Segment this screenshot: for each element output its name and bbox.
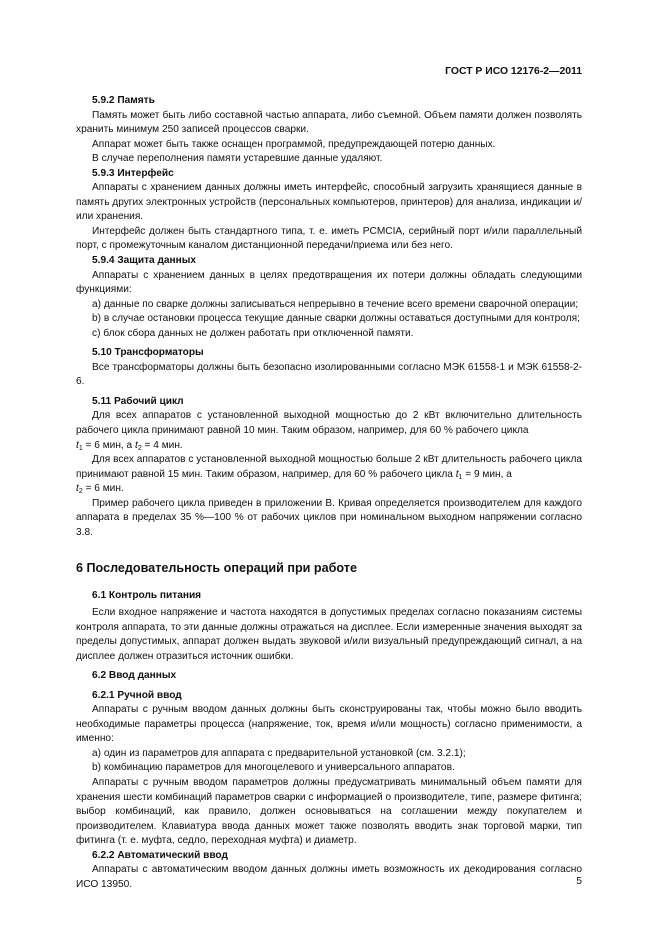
paragraph-duty-cycle-1 bbox=[76, 409, 582, 453]
list-item: b) комбинацию параметров для многоцелевого и универсального аппаратов. bbox=[92, 762, 455, 774]
var-t: t bbox=[76, 483, 79, 495]
page-content bbox=[76, 94, 582, 892]
paragraph: Аппараты с ручным вводом данных должны быть сконструированы так, чтобы можно было вводить необходимые параметры процесса (напряжение, ток, время и/или мощность) согласно применимости, а именно: bbox=[76, 704, 582, 745]
text: = 6 мин. bbox=[82, 483, 124, 495]
var-t: t bbox=[76, 439, 79, 451]
paragraph: Пример рабочего цикла приведен в приложении В. Кривая определяется производителем для каждого аппарата в пределах 35 %—100 % от рабочих циклов при номинальном выходном напряжении согласно 3.8. bbox=[76, 497, 582, 538]
heading-5-11: 5.11 Рабочий цикл bbox=[92, 395, 184, 407]
var-t: t bbox=[455, 468, 459, 480]
paragraph: Аппараты с автоматическим вводом данных должны иметь возможность их декодирования согласно ИСО 13950. bbox=[76, 864, 582, 890]
paragraph: Аппараты с хранением данных в целях предотвращения их потери должны обладать следующими функциями: bbox=[76, 269, 582, 296]
paragraph: Аппараты с ручным вводом параметров должны предусматривать минимальный объем памяти для хранения шести комбинаций параметров сварки с информацией о производителе, типе, размере фитинга; выбор комбинаций, как правило, должен основываться на соглашении между покупателем и производителем. Клавиатура ввода данных может также позволять вводить знак торговой марки, тип фитинга (т. е. муфта, седло, переходная муфта) и диаметр. bbox=[76, 776, 582, 847]
paragraph: Аппараты с хранением данных должны иметь интерфейс, способный загрузить хранящиеся данные в память других электронных устройств (персональных компьютеров, принтеров) для анализа, индикации и/или хранения. bbox=[76, 182, 582, 223]
heading-6: 6 Последовательность операций при работе bbox=[76, 561, 357, 576]
text: Для всех аппаратов с установленной выходной мощностью до 2 кВт включительно длительность рабочего цикла принимают равной 10 мин. Таким образом, например, для 60 % рабочего цикла bbox=[76, 410, 582, 437]
paragraph: Все трансформаторы должны быть безопасно изолированными согласно МЭК 61558-1 и МЭК 61558-2-6. bbox=[76, 361, 582, 388]
heading-6-2-2: 6.2.2 Автоматический ввод bbox=[92, 849, 228, 861]
subscript: 1 bbox=[78, 444, 83, 452]
heading-5-9-4: 5.9.4 Защита данных bbox=[92, 255, 197, 267]
heading-6-2: 6.2 Ввод данных bbox=[92, 670, 177, 682]
var-t: t bbox=[135, 439, 138, 451]
document-header: ГОСТ Р ИСО 12176-2—2011 bbox=[445, 66, 582, 77]
heading-5-9-2: 5.9.2 Память bbox=[92, 95, 155, 106]
list-item: a) один из параметров для аппарата с предварительной установкой (см. 3.2.1); bbox=[92, 747, 466, 759]
subscript: 2 bbox=[78, 488, 83, 496]
heading-5-9-3: 5.9.3 Интерфейс bbox=[92, 167, 174, 179]
paragraph: Аппарат может быть также оснащен программой, предупреждающей потерю данных. bbox=[92, 138, 496, 150]
text: = 6 мин, а bbox=[82, 439, 135, 451]
subscript: 2 bbox=[137, 444, 142, 452]
paragraph: В случае переполнения памяти устаревшие данные удаляют. bbox=[92, 153, 383, 165]
list-item: b) в случае остановки процесса текущие данные сварки должны оставаться доступными для контроля; bbox=[92, 313, 580, 325]
page-number: 5 bbox=[576, 876, 582, 887]
paragraph: Интерфейс должен быть стандартного типа, т. е. иметь PCMCIA, серийный порт и/или параллельный порт, с промежуточным каналом дистанционной передачи/приема или без него. bbox=[76, 225, 582, 252]
text: Для всех аппаратов с установленной выходной мощностью больше 2 кВт длительность рабочего цикла принимают равной 15 мин. Таким образом, например, для 60 % рабочего цикла bbox=[76, 454, 582, 480]
heading-6-1: 6.1 Контроль питания bbox=[92, 590, 202, 602]
list-item: c) блок сбора данных не должен работать при отключенной памяти. bbox=[92, 327, 414, 339]
list-item: a) данные по сварке должны записываться непрерывно в течение всего времени сварочной операции; bbox=[92, 298, 579, 310]
text: = 4 мин. bbox=[141, 439, 183, 451]
text: = 9 мин, а bbox=[462, 468, 512, 480]
paragraph: Если входное напряжение и частота находятся в допустимых пределах согласно показаниям системы контроля аппарата, то эти данные должны отражаться на дисплее. Если измеренные значения выходят за пределы допустимых, аппарат должен выдать звуковой и/или визуальный предупреждающий сигнал, а на дисплее должен отразиться источник ошибки. bbox=[76, 606, 582, 662]
paragraph-duty-cycle-2 bbox=[76, 453, 582, 497]
subscript: 1 bbox=[458, 473, 463, 481]
heading-5-10: 5.10 Трансформаторы bbox=[92, 347, 204, 359]
heading-6-2-1: 6.2.1 Ручной ввод bbox=[92, 689, 182, 701]
paragraph: Память может быть либо составной частью аппарата, либо съемной. Объем памяти должен позволять хранить минимум 250 записей процессов сварки. bbox=[76, 109, 582, 136]
